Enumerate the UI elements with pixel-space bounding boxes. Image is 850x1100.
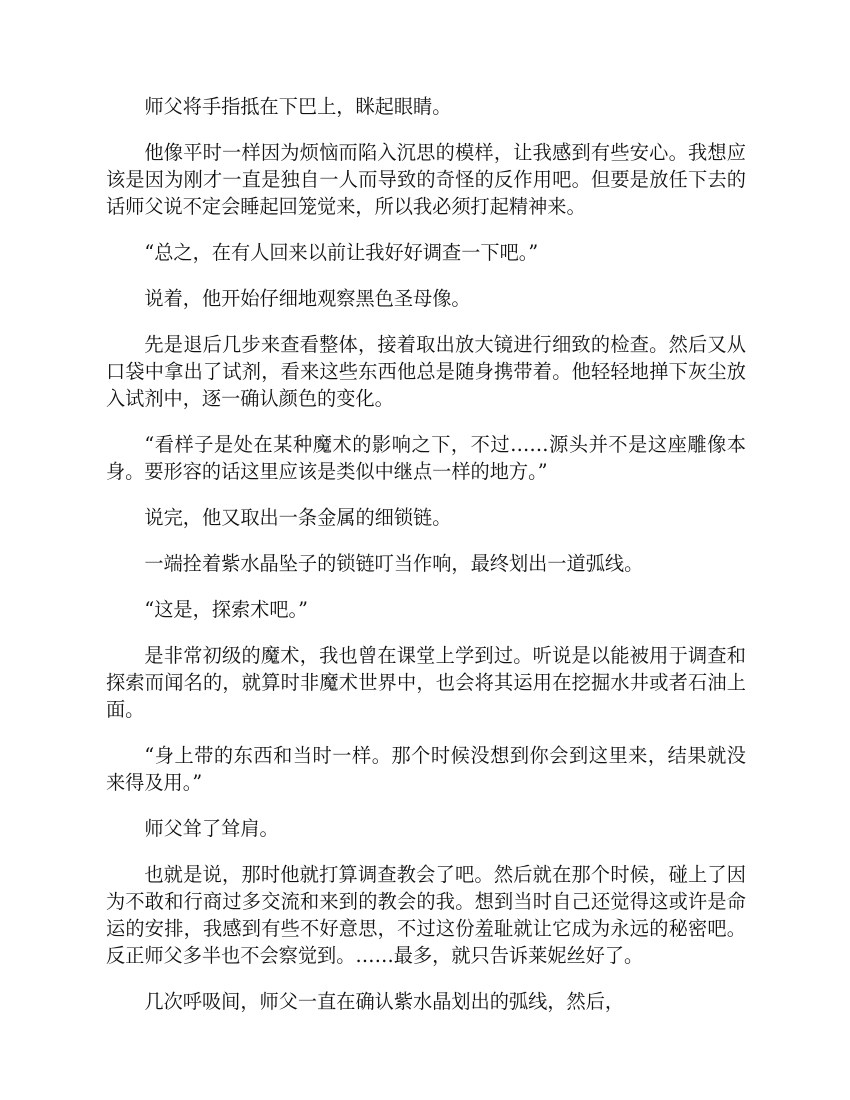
paragraph: 是非常初级的魔术，我也曾在课堂上学到过。听说是以能被用于调查和探索而闻名的，就算时非魔术世界中，也会将其运用在挖掘水井或者石油上面。 (106, 644, 746, 721)
paragraph: 也就是说，那时他就打算调查教会了吧。然后就在那个时候，碰上了因为不敢和行商过多交流和来到的教会的我。想到当时自己还觉得这或许是命运的安排，我感到有些不好意思，不过这份羞耻就让它成为永远的秘密吧。反正师父多半也不会察觉到。……最多，就只告诉莱妮丝好了。 (106, 863, 746, 967)
document-body (106, 93, 746, 1034)
paragraph: 说着，他开始仔细地观察黑色圣母像。 (144, 287, 471, 310)
paragraph: 先是退后几步来查看整体，接着取出放大镜进行细致的检查。然后又从口袋中拿出了试剂，看来这些东西他总是随身携带着。他轻轻地掸下灰尘放入试剂中，逐一确认颜色的变化。 (106, 333, 746, 410)
paragraph: 几次呼吸间，师父一直在确认紫水晶划出的弧线，然后， (144, 990, 625, 1013)
paragraph: “看样子是处在某种魔术的影响之下，不过……源头并不是这座雕像本身。要形容的话这里应该是类似中继点一样的地方。” (106, 433, 746, 483)
paragraph: 他像平时一样因为烦恼而陷入沉思的模样，让我感到有些安心。我想应该是因为刚才一直是独自一人而导致的奇怪的反作用吧。但要是放任下去的话师父说不定会睡起回笼觉来，所以我必须打起精神来。 (106, 141, 746, 218)
paragraph: 师父耸了耸肩。 (144, 817, 279, 840)
paragraph: 一端拴着紫水晶坠子的锁链叮当作响，最终划出一道弧线。 (144, 552, 644, 575)
paragraph: “身上带的东西和当时一样。那个时候没想到你会到这里来，结果就没来得及用。” (106, 744, 746, 794)
paragraph: 师父将手指抵在下巴上，眯起眼睛。 (144, 95, 452, 118)
paragraph: “总之，在有人回来以前让我好好调查一下吧。” (144, 241, 539, 264)
paragraph: 说完，他又取出一条金属的细锁链。 (144, 506, 452, 529)
paragraph: “这是，探索术吧。” (144, 598, 308, 621)
